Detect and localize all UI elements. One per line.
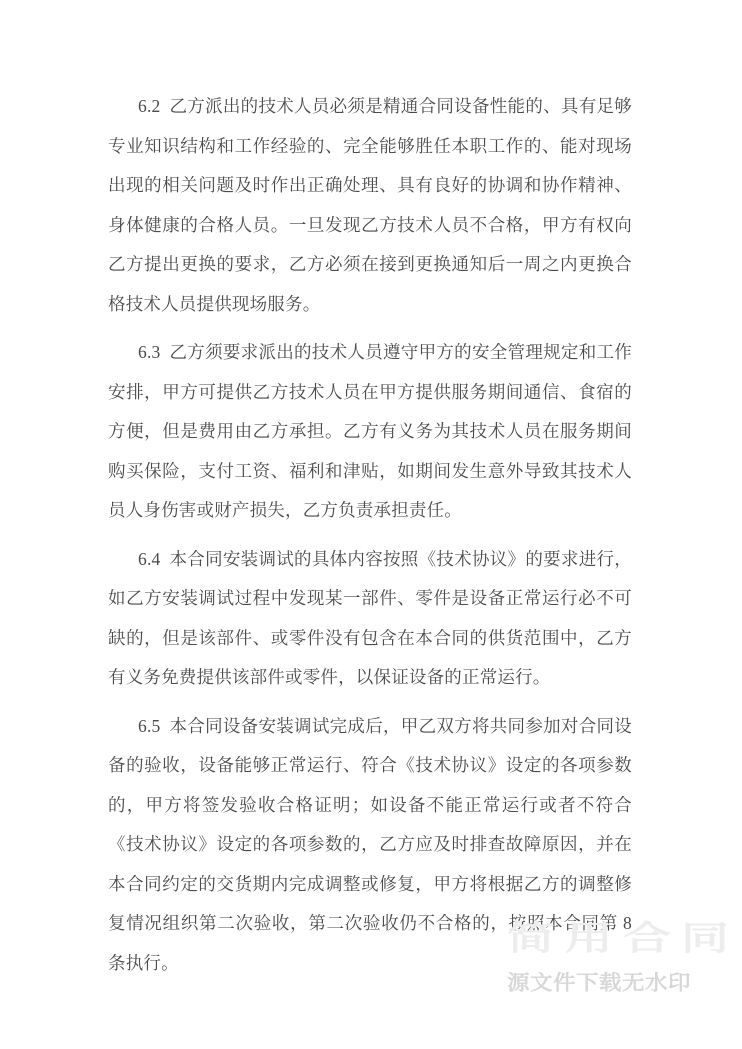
watermark-tagline: 源文件下载无水印 [507,970,692,994]
clause-6-4: 6.4 本合同安装调试的具体内容按照《技术协议》的要求进行，如乙方安装调试过程中发现某一部件、零件是设备正常运行必不可缺的，但是该部件、或零件没有包含在本合同的供货范围中，乙方有义务免费提供该部件或零件，以保证设备的正常运行。 [108,548,632,687]
watermark-logo-text: 简用合同 [507,919,740,957]
contract-body [108,87,632,992]
watermark [507,919,740,998]
clause-6-2: 6.2 乙方派出的技术人员必须是精通合同设备性能的、具有足够专业知识结构和工作经验的、完全能够胜任本职工作的、能对现场出现的相关问题及时作出正确处理、具有良好的协调和协作精神、身体健康的合格人员。一旦发现乙方技术人员不合格，甲方有权向乙方提出更换的要求，乙方必须在接到更换通知后一周之内更换合格技术人员提供现场服务。 [108,96,632,314]
clause-6-3: 6.3 乙方须要求派出的技术人员遵守甲方的安全管理规定和工作安排，甲方可提供乙方技术人员在甲方提供服务期间通信、食宿的方便，但是费用由乙方承担。乙方有义务为其技术人员在服务期间购买保险，支付工资、福利和津贴，如期间发生意外导致其技术人员人身伤害或财产损失，乙方负责承担责任。 [108,342,632,520]
clause-6-5: 6.5 本合同设备安装调试完成后，甲乙双方将共同参加对合同设备的验收，设备能够正常运行、符合《技术协议》设定的各项参数的，甲方将签发验收合格证明；如设备不能正常运行或者不符合《技术协议》设定的各项参数的，乙方应及时排查故障原因，并在本合同约定的交货期内完成调整或修复，甲方将根据乙方的调整修复情况组织第二次验收，第二次验收仍不合格的，按照本合同第 8 条执行。 [108,715,632,973]
